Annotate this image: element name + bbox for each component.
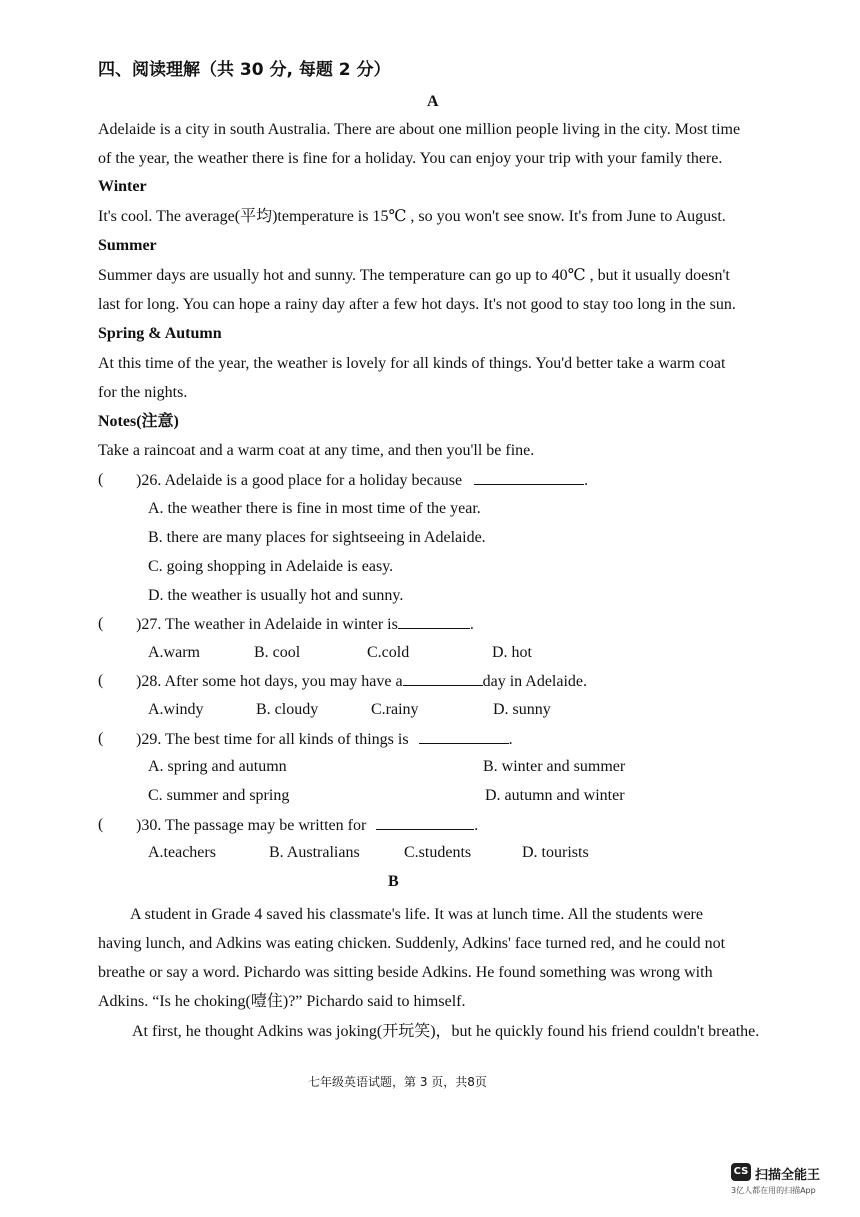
q29-option-a: A. spring and autumn (148, 758, 287, 775)
passage-b-line2: having lunch, and Adkins was eating chicken. Suddenly, Adkins' face turned red, and he could not (98, 935, 726, 952)
section-heading: 四、阅读理解（共 30 分, 每题 2 分） (98, 60, 391, 80)
passage-b-line5: At first, he thought Adkins was joking(开玩笑)，but he quickly found his friend couldn't breathe. (132, 1023, 760, 1040)
q28-stem (136, 671, 587, 692)
q28-option-d: D. sunny (493, 701, 551, 718)
q28-stem-text: )28. After some hot days, you may have a (136, 673, 403, 690)
notes-heading: Notes(注意) (98, 413, 179, 430)
q27-option-d: D. hot (492, 644, 532, 661)
q29-option-b: B. winter and summer (483, 758, 626, 775)
winter-heading: Winter (98, 178, 147, 195)
q27-option-c: C.cold (367, 644, 410, 661)
q26-option-a: A. the weather there is fine in most time of the year. (148, 500, 481, 517)
q29-option-c: C. summer and spring (148, 787, 290, 804)
q28-answer-paren[interactable]: ( (98, 672, 104, 689)
q30-answer-paren[interactable]: ( (98, 816, 104, 833)
q28-stem-tail: day in Adelaide. (482, 673, 588, 690)
q26-option-b: B. there are many places for sightseeing in Adelaide. (148, 529, 486, 546)
q27-option-b: B. cool (254, 644, 301, 661)
q30-option-d: D. tourists (522, 844, 589, 861)
q26-blank[interactable] (474, 470, 584, 485)
passage-b-line3: breathe or say a word. Pichardo was sitting beside Adkins. He found something was wrong with (98, 964, 713, 981)
passage-a-intro-line2: of the year, the weather there is fine for a holiday. You can enjoy your trip with your family there. (98, 150, 723, 167)
camscanner-logo-icon: CS (731, 1163, 751, 1181)
q30-stem-text: )30. The passage may be written for (136, 817, 367, 834)
q28-option-c: C.rainy (371, 701, 419, 718)
camscanner-name: 扫描全能王 (755, 1168, 821, 1183)
q30-blank[interactable] (376, 815, 474, 830)
spring-autumn-text-line1: At this time of the year, the weather is lovely for all kinds of things. You'd better take a warm coat (98, 355, 726, 372)
q26-stem-text: )26. Adelaide is a good place for a holiday because (136, 472, 463, 489)
q30-stem-tail: . (474, 817, 479, 834)
passage-b-label: B (388, 873, 399, 890)
passage-a-label: A (427, 93, 439, 110)
q27-stem-text: )27. The weather in Adelaide in winter is (136, 616, 398, 633)
q29-stem (136, 729, 513, 750)
q26-stem (136, 470, 588, 491)
q29-stem-tail: . (508, 731, 513, 748)
q30-option-a: A.teachers (148, 844, 216, 861)
notes-text: Take a raincoat and a warm coat at any time, and then you'll be fine. (98, 442, 535, 459)
passage-a-intro-line1: Adelaide is a city in south Australia. There are about one million people living in the city. Most time (98, 121, 741, 138)
q30-stem (136, 815, 478, 836)
q29-option-d: D. autumn and winter (485, 787, 625, 804)
q26-answer-paren[interactable]: ( (98, 471, 104, 488)
spring-autumn-text-line2: for the nights. (98, 384, 188, 401)
q28-option-b: B. cloudy (256, 701, 319, 718)
summer-text-line2: last for long. You can hope a rainy day after a few hot days. It's not good to stay too long in the sun. (98, 296, 736, 313)
q29-blank[interactable] (419, 729, 509, 744)
q26-stem-tail: . (584, 472, 589, 489)
q28-blank[interactable] (403, 671, 483, 686)
summer-text-line1: Summer days are usually hot and sunny. The temperature can go up to 40℃ , but it usually doesn't (98, 267, 730, 284)
q27-answer-paren[interactable]: ( (98, 615, 104, 632)
q30-option-b: B. Australians (269, 844, 360, 861)
q27-option-a: A.warm (148, 644, 200, 661)
q26-option-c: C. going shopping in Adelaide is easy. (148, 558, 394, 575)
spring-autumn-heading: Spring & Autumn (98, 325, 222, 342)
passage-b-line4: Adkins. “Is he choking(噎住)?” Pichardo said to himself. (98, 993, 466, 1010)
passage-b-line1: A student in Grade 4 saved his classmate's life. It was at lunch time. All the students were (130, 906, 703, 923)
summer-heading: Summer (98, 237, 157, 254)
q28-option-a: A.windy (148, 701, 204, 718)
q26-option-d: D. the weather is usually hot and sunny. (148, 587, 404, 604)
q30-option-c: C.students (404, 844, 472, 861)
q27-stem (136, 614, 474, 635)
page-footer: 七年级英语试题，第 3 页，共8页 (308, 1075, 487, 1089)
q27-blank[interactable] (398, 614, 470, 629)
q29-stem-text: )29. The best time for all kinds of things is (136, 731, 409, 748)
q29-answer-paren[interactable]: ( (98, 730, 104, 747)
winter-text: It's cool. The average(平均)temperature is 15℃ , so you won't see snow. It's from June to August. (98, 208, 726, 225)
camscanner-tagline: 3亿人都在用的扫描App (731, 1186, 816, 1195)
q27-stem-tail: . (469, 616, 474, 633)
